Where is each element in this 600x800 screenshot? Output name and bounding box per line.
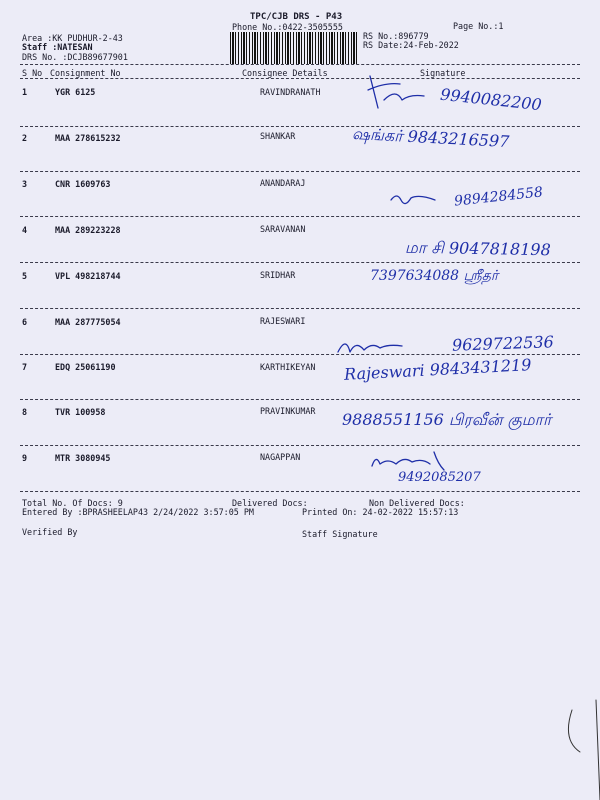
- row-consignment: VPL 498218744: [55, 271, 121, 281]
- divider: [20, 308, 580, 309]
- row-sno: 8: [22, 407, 28, 417]
- divider: [20, 216, 580, 217]
- row-consignee: NAGAPPAN: [260, 452, 301, 462]
- handwritten-note: Rajeswari 9843431219: [343, 355, 532, 384]
- signature-scribble-9: [370, 450, 450, 472]
- handwritten-note: 9629722536: [451, 332, 555, 355]
- handwritten-note: ஷங்கர் 9843216597: [351, 123, 510, 152]
- row-consignment: MAA 287775054: [55, 317, 121, 327]
- row-sno: 4: [22, 225, 28, 235]
- row-sno: 6: [22, 317, 28, 327]
- row-sno: 3: [22, 179, 28, 189]
- delivered-docs: Delivered Docs:: [232, 498, 308, 508]
- drs-number: DRS No. :DCJB89677901: [22, 52, 128, 62]
- row-consignment: MAA 289223228: [55, 225, 121, 235]
- row-sno: 2: [22, 133, 28, 143]
- staff-field: Staff :NATESAN: [22, 42, 93, 52]
- divider: [20, 262, 580, 263]
- rs-date: RS Date:24-Feb-2022: [363, 40, 459, 50]
- rs-number: RS No.:896779: [363, 31, 429, 41]
- col-consignee: Consignee Details: [242, 68, 328, 78]
- row-consignee: KARTHIKEYAN: [260, 362, 316, 372]
- printed-on: Printed On: 24-02-2022 15:57:13: [302, 507, 459, 517]
- handwritten-note: 9940082200: [439, 84, 543, 115]
- divider: [20, 399, 580, 400]
- divider: [20, 354, 580, 355]
- handwritten-note: 9888551156 பிரவீன் குமார்: [342, 410, 552, 429]
- row-consignee: RAJESWARI: [260, 316, 306, 326]
- area-field: Area :KK PUDHUR-2-43: [22, 33, 123, 43]
- divider: [20, 126, 580, 127]
- row-consignee: PRAVINKUMAR: [260, 406, 316, 416]
- row-sno: 1: [22, 87, 28, 97]
- signature-scribble-6: [336, 334, 406, 356]
- row-consignee: ANANDARAJ: [260, 178, 306, 188]
- verified-by: Verified By: [22, 527, 78, 537]
- scan-edge-mark: [560, 700, 600, 800]
- row-consignment: MAA 278615232: [55, 133, 121, 143]
- row-consignment: MTR 3080945: [55, 453, 111, 463]
- divider: [20, 171, 580, 172]
- handwritten-note: மா சி 9047818198: [404, 237, 551, 260]
- divider: [20, 491, 580, 492]
- divider: [20, 445, 580, 446]
- phone-number: Phone No.:0422-3505555: [232, 22, 343, 32]
- divider: [20, 78, 580, 79]
- handwritten-note: 9492085207: [398, 470, 481, 485]
- total-docs: Total No. Of Docs: 9: [22, 498, 123, 508]
- row-consignment: YGR 6125: [55, 87, 96, 97]
- staff-signature-label: Staff Signature: [302, 529, 378, 539]
- report-title: TPC/CJB DRS - P43: [250, 12, 343, 22]
- col-consignment: Consignment No: [50, 68, 121, 78]
- signature-scribble-3: [389, 190, 439, 210]
- barcode: [230, 32, 357, 64]
- divider: [20, 64, 580, 65]
- row-sno: 5: [22, 271, 28, 281]
- row-consignee: SRIDHAR: [260, 270, 296, 280]
- signature-scribble-1: [366, 74, 426, 114]
- row-consignee: SARAVANAN: [260, 224, 306, 234]
- col-signature: Signature: [420, 68, 466, 78]
- row-consignment: EDQ 25061190: [55, 362, 116, 372]
- row-sno: 9: [22, 453, 28, 463]
- entered-by: Entered By :BPRASHEELAP43 2/24/2022 3:57:05 PM: [22, 507, 254, 517]
- row-sno: 7: [22, 362, 28, 372]
- row-consignee: SHANKAR: [260, 131, 296, 141]
- row-consignee: RAVINDRANATH: [260, 87, 321, 97]
- non-delivered-docs: Non Delivered Docs:: [369, 498, 465, 508]
- row-consignment: CNR 1609763: [55, 179, 111, 189]
- col-sno: S No: [22, 68, 43, 78]
- handwritten-note: 7397634088 ஸ்ரீதர்: [370, 268, 499, 284]
- row-consignment: TVR 100958: [55, 407, 106, 417]
- handwritten-note: 9894284558: [453, 184, 544, 210]
- page-number: Page No.:1: [453, 21, 504, 31]
